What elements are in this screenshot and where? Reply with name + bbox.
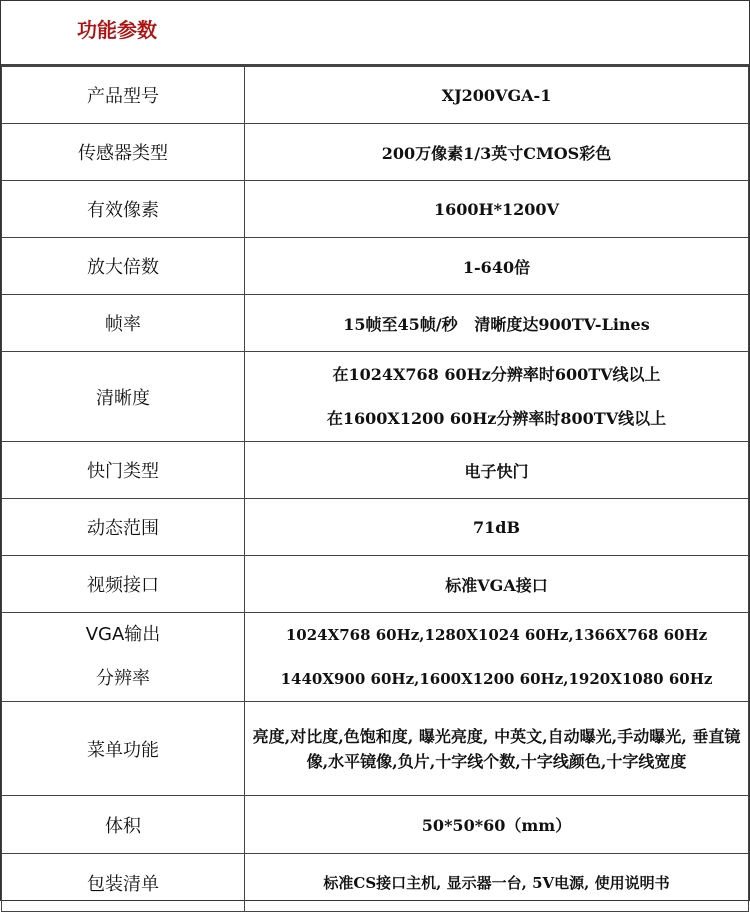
table-row <box>2 238 749 295</box>
table-row <box>2 702 749 796</box>
row-label: 包装清单 <box>2 854 245 912</box>
row-value <box>245 352 749 442</box>
table-row <box>2 556 749 613</box>
table-row <box>2 442 749 499</box>
table-row <box>2 613 749 702</box>
spec-table <box>1 66 749 912</box>
row-label: 清晰度 <box>2 352 245 442</box>
row-value: 标准VGA接口 <box>245 556 749 613</box>
row-value: 1600H*1200V <box>245 181 749 238</box>
row-label: 传感器类型 <box>2 124 245 181</box>
section-title: 功能参数 <box>77 18 157 42</box>
row-value: 50*50*60（mm） <box>245 796 749 854</box>
label-line: VGA输出 <box>85 624 161 645</box>
value-line: 在1600X1200 60Hz分辨率时800TV线以上 <box>326 408 667 428</box>
table-row <box>2 352 749 442</box>
row-value: 71dB <box>245 499 749 556</box>
label-line: 分辨率 <box>96 668 150 689</box>
value-line: 在1024X768 60Hz分辨率时600TV线以上 <box>332 364 661 384</box>
row-value: 200万像素1/3英寸CMOS彩色 <box>245 124 749 181</box>
table-row <box>2 295 749 352</box>
table-row <box>2 67 749 124</box>
table-row <box>2 499 749 556</box>
section-header <box>1 1 749 66</box>
table-row <box>2 854 749 912</box>
row-label: 动态范围 <box>2 499 245 556</box>
row-value <box>245 613 749 702</box>
row-value: 1-640倍 <box>245 238 749 295</box>
table-row <box>2 181 749 238</box>
row-label: 快门类型 <box>2 442 245 499</box>
row-label: 放大倍数 <box>2 238 245 295</box>
row-label: 体积 <box>2 796 245 854</box>
value-line: 1024X768 60Hz,1280X1024 60Hz,1366X768 60Hz <box>285 626 708 644</box>
row-label: 有效像素 <box>2 181 245 238</box>
row-value: 15帧至45帧/秒 清晰度达900TV-Lines <box>245 295 749 352</box>
row-label: 菜单功能 <box>2 702 245 796</box>
row-value: 标准CS接口主机, 显示器一台, 5V电源, 使用说明书 <box>245 854 749 912</box>
value-line: 1440X900 60Hz,1600X1200 60Hz,1920X1080 60Hz <box>280 670 713 688</box>
table-row <box>2 124 749 181</box>
row-label: 视频接口 <box>2 556 245 613</box>
row-label: 帧率 <box>2 295 245 352</box>
row-value: XJ200VGA-1 <box>245 67 749 124</box>
row-label: 产品型号 <box>2 67 245 124</box>
row-value: 亮度,对比度,色饱和度, 曝光亮度, 中英文,自动曝光,手动曝光, 垂直镜像,水平镜像,负片,十字线个数,十字线颜色,十字线宽度 <box>245 702 749 796</box>
row-value: 电子快门 <box>245 442 749 499</box>
row-label <box>2 613 245 702</box>
table-row <box>2 796 749 854</box>
